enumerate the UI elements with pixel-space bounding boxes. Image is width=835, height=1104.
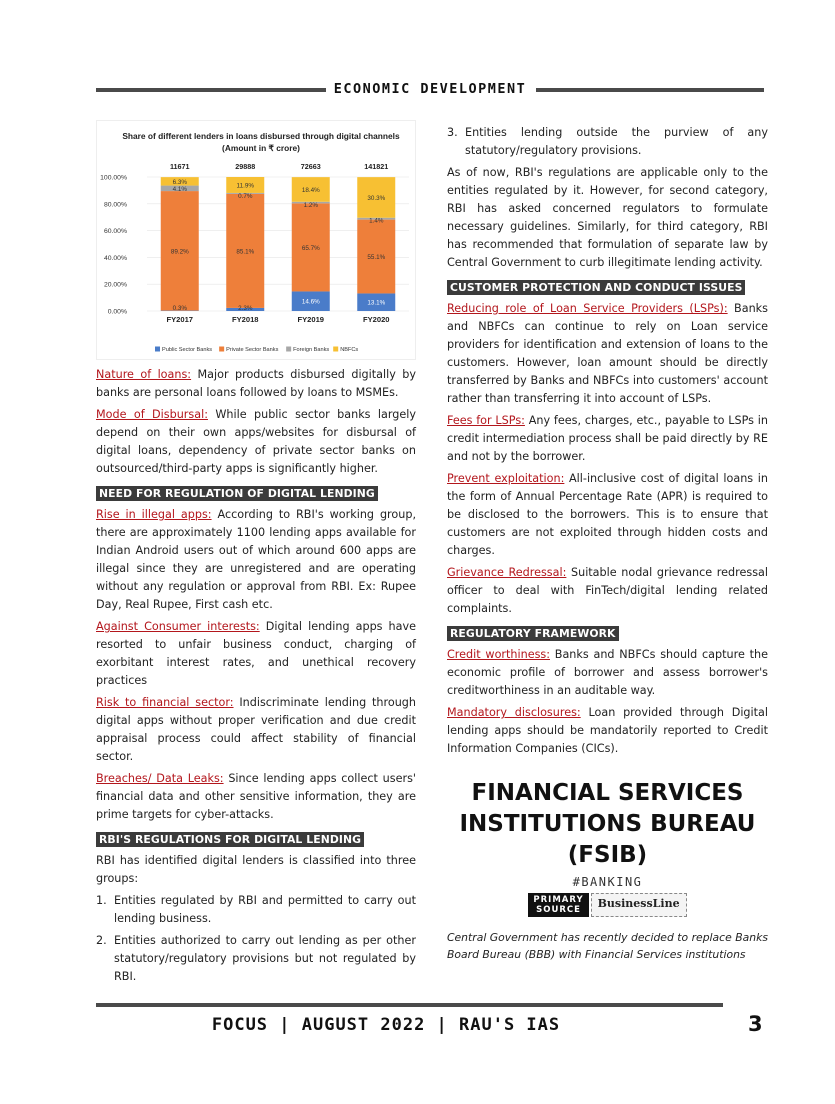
data-label: 14.6% — [301, 298, 320, 306]
prevent-exploitation-para — [447, 470, 768, 560]
prevent-exploitation-term: Prevent exploitation: — [447, 472, 565, 485]
y-tick-label: 0.00% — [107, 308, 127, 316]
lenders-share-chart — [96, 120, 416, 360]
x-tick-label: FY2019 — [297, 315, 325, 324]
list-item-number: 1. — [96, 894, 107, 907]
lsp-role-para — [447, 300, 768, 408]
list-item — [96, 932, 416, 986]
footer-rule — [96, 1003, 723, 1007]
bar-total-label: 11671 — [169, 162, 190, 171]
rbi-regulations-heading: RBI'S REGULATIONS FOR DIGITAL LENDING — [96, 832, 364, 847]
grievance-para — [447, 564, 768, 618]
list-item-text: Entities regulated by RBI and permitted to carry out lending business. — [114, 894, 416, 925]
list-item — [96, 892, 416, 928]
chart-title: Share of different lenders in loans disbursed through digital channels — [122, 131, 400, 141]
list-item-text: Entities lending outside the purview of any statutory/regulatory provisions. — [465, 126, 768, 157]
lsp-fees-text: Any fees, charges, etc., payable to LSPs in credit intermediation process shall be paid directly by RE and not by the borrower. — [447, 414, 768, 463]
x-tick-label: FY2018 — [231, 315, 259, 324]
list-item-number: 2. — [96, 934, 107, 947]
data-label: 85.1% — [236, 248, 255, 256]
data-label: 1.4% — [369, 217, 384, 225]
y-tick-label: 20.00% — [103, 281, 127, 289]
grievance-term: Grievance Redressal: — [447, 566, 567, 579]
data-leaks-text: Since lending apps collect users' financial data and other sensitive information, they are prime targets for cyber-attacks. — [96, 772, 416, 821]
y-tick-label: 40.00% — [103, 254, 127, 262]
data-leaks-term: Breaches/ Data Leaks: — [96, 772, 224, 785]
lender-groups-list — [96, 892, 416, 986]
lsp-role-term: Reducing role of Loan Service Providers (LSPs): — [447, 302, 728, 315]
grievance-text: Suitable nodal grievance redressal officer to deal with FinTech/digital lending related complaints. — [447, 566, 768, 615]
fsib-article-title — [447, 778, 768, 871]
legend-label: NBFCs — [340, 347, 359, 353]
list-item-text: Entities authorized to carry out lending as per other statutory/regulatory provisions but not regulated by RBI. — [114, 934, 416, 983]
section-header: ECONOMIC DEVELOPMENT — [333, 81, 527, 97]
bar-total-label: 72663 — [300, 162, 321, 171]
header-rule-right — [536, 88, 764, 92]
financial-risk-para — [96, 694, 416, 766]
data-label: 1.2% — [303, 201, 318, 209]
data-label: 0.7% — [238, 192, 253, 200]
need-for-regulation-heading: NEED FOR REGULATION OF DIGITAL LENDING — [96, 486, 378, 501]
financial-risk-term: Risk to financial sector: — [96, 696, 234, 709]
data-label: 0.3% — [172, 305, 187, 312]
legend-swatch — [155, 347, 160, 352]
bar-total-label: 29888 — [235, 162, 256, 171]
data-label: 65.7% — [301, 244, 320, 252]
mandatory-disclosures-para — [447, 704, 768, 758]
list-item — [447, 124, 768, 160]
mandatory-disclosures-term: Mandatory disclosures: — [447, 706, 581, 719]
illegal-apps-text: According to RBI's working group, there are approximately 1100 lending apps available for Indian Android users out of which around 600 apps are illegal since they are unregistered and are operating without any regulation or approval from RBI. Ex: Rupee Day, Real Rupee, First cash etc. — [96, 508, 416, 611]
mode-of-disbursal-text: While public sector banks largely depend on their own apps/websites for disbursal of digital loans, dependency of private sector banks on outsourced/third-party apps is significantly higher. — [96, 408, 416, 475]
legend-swatch — [219, 347, 224, 352]
right-column — [447, 124, 768, 963]
legend-label: Public Sector Banks — [162, 347, 213, 353]
legend-label: Foreign Banks — [293, 347, 330, 353]
customer-protection-heading: CUSTOMER PROTECTION AND CONDUCT ISSUES — [447, 280, 745, 295]
banking-tag: #BANKING — [572, 875, 643, 889]
regulatory-framework-heading: REGULATORY FRAMEWORK — [447, 626, 619, 641]
financial-risk-text: Indiscriminate lending through digital apps without proper verification and due credit appraisal process could affect stability of financial sector. — [96, 696, 416, 763]
prevent-exploitation-text: All-inclusive cost of digital loans in the form of Annual Percentage Rate (APR) is required to be disclosed to the borrowers. This is to ensure that customers are not exploited through hidden costs and charges. — [447, 472, 768, 557]
source-badges — [447, 893, 768, 917]
consumer-interests-para — [96, 618, 416, 690]
data-label: 30.3% — [367, 194, 386, 202]
footer-text: FOCUS | AUGUST 2022 | RAU'S IAS — [211, 1015, 561, 1035]
fsib-title-line-3: (FSIB) — [567, 842, 648, 868]
y-tick-label: 60.00% — [103, 228, 127, 236]
page-number: 3 — [748, 1012, 763, 1036]
data-label: 2.3% — [238, 305, 253, 312]
data-label: 4.1% — [172, 185, 187, 193]
nature-of-loans-para — [96, 366, 416, 402]
data-label: 6.3% — [172, 178, 187, 186]
nature-of-loans-term: Nature of loans: — [96, 368, 192, 381]
legend-label: Private Sector Banks — [226, 347, 279, 353]
data-label: 11.9% — [236, 182, 254, 190]
data-leaks-para — [96, 770, 416, 824]
chart-subtitle: (Amount in ₹ crore) — [222, 143, 300, 153]
lsp-role-text: Banks and NBFCs can continue to rely on Loan service providers for identification and extension of loans to the customers. However, loan amount should be directly transferred by Banks and NBFCs into customers' account rather than transferring it into account of LSPs. — [447, 302, 768, 405]
illegal-apps-para — [96, 506, 416, 614]
credit-worthiness-text: Banks and NBFCs should capture the economic profile of borrower and assess borrower's creditworthiness in an auditable way. — [447, 648, 768, 697]
rbi-groups-intro: RBI has identified digital lenders is classified into three groups: — [96, 854, 416, 885]
legend-swatch — [286, 347, 291, 352]
list-item-number: 3. — [447, 126, 458, 139]
credit-worthiness-para — [447, 646, 768, 700]
lender-groups-list-continued — [447, 124, 768, 160]
primary-source-line-2: SOURCE — [536, 905, 581, 915]
primary-source-line-1: PRIMARY — [533, 895, 584, 905]
consumer-interests-term: Against Consumer interests: — [96, 620, 260, 633]
left-column — [96, 120, 416, 990]
lsp-fees-para — [447, 412, 768, 466]
data-label: 18.4% — [301, 186, 320, 194]
data-label: 89.2% — [170, 248, 189, 256]
chart-svg — [97, 121, 417, 361]
fsib-title-line-2: INSTITUTIONS BUREAU — [459, 811, 756, 837]
consumer-interests-text: Digital lending apps have resorted to unfair business conduct, charging of exorbitant interest rates, and unethical recovery practices — [96, 620, 417, 687]
mode-of-disbursal-term: Mode of Disbursal: — [96, 408, 208, 421]
fsib-title-line-1: FINANCIAL SERVICES — [471, 780, 744, 806]
data-label: 55.1% — [367, 254, 386, 262]
as-of-now-para: As of now, RBI's regulations are applicable only to the entities regulated by it. However, for second category, RBI has asked concerned regulators to formulate necessary guidelines. Similarly, for third category, RBI has recommended that formulation of separate law by Central Government to curb illegitimate lending activity. — [447, 166, 768, 269]
header-rule-left — [96, 88, 326, 92]
businessline-logo: BusinessLine — [591, 893, 687, 917]
mode-of-disbursal-para — [96, 406, 416, 478]
fsib-intro-text: Central Government has recently decided to replace Banks Board Bureau (BBB) with Financial Services institutions — [447, 931, 768, 961]
mandatory-disclosures-text: Loan provided through Digital lending apps should be mandatorily reported to Credit Information Companies (CICs). — [447, 706, 768, 755]
x-tick-label: FY2017 — [166, 315, 194, 324]
data-label: 13.1% — [367, 299, 386, 307]
y-tick-label: 80.00% — [103, 201, 127, 209]
bar-total-label: 141821 — [364, 162, 389, 171]
y-tick-label: 100.00% — [100, 174, 127, 182]
legend-swatch — [333, 347, 338, 352]
credit-worthiness-term: Credit worthiness: — [447, 648, 550, 661]
lsp-fees-term: Fees for LSPs: — [447, 414, 525, 427]
illegal-apps-term: Rise in illegal apps: — [96, 508, 212, 521]
x-tick-label: FY2020 — [362, 315, 390, 324]
primary-source-badge — [528, 893, 588, 917]
nature-of-loans-text: Major products disbursed digitally by banks are personal loans followed by loans to MSMEs. — [96, 368, 416, 399]
